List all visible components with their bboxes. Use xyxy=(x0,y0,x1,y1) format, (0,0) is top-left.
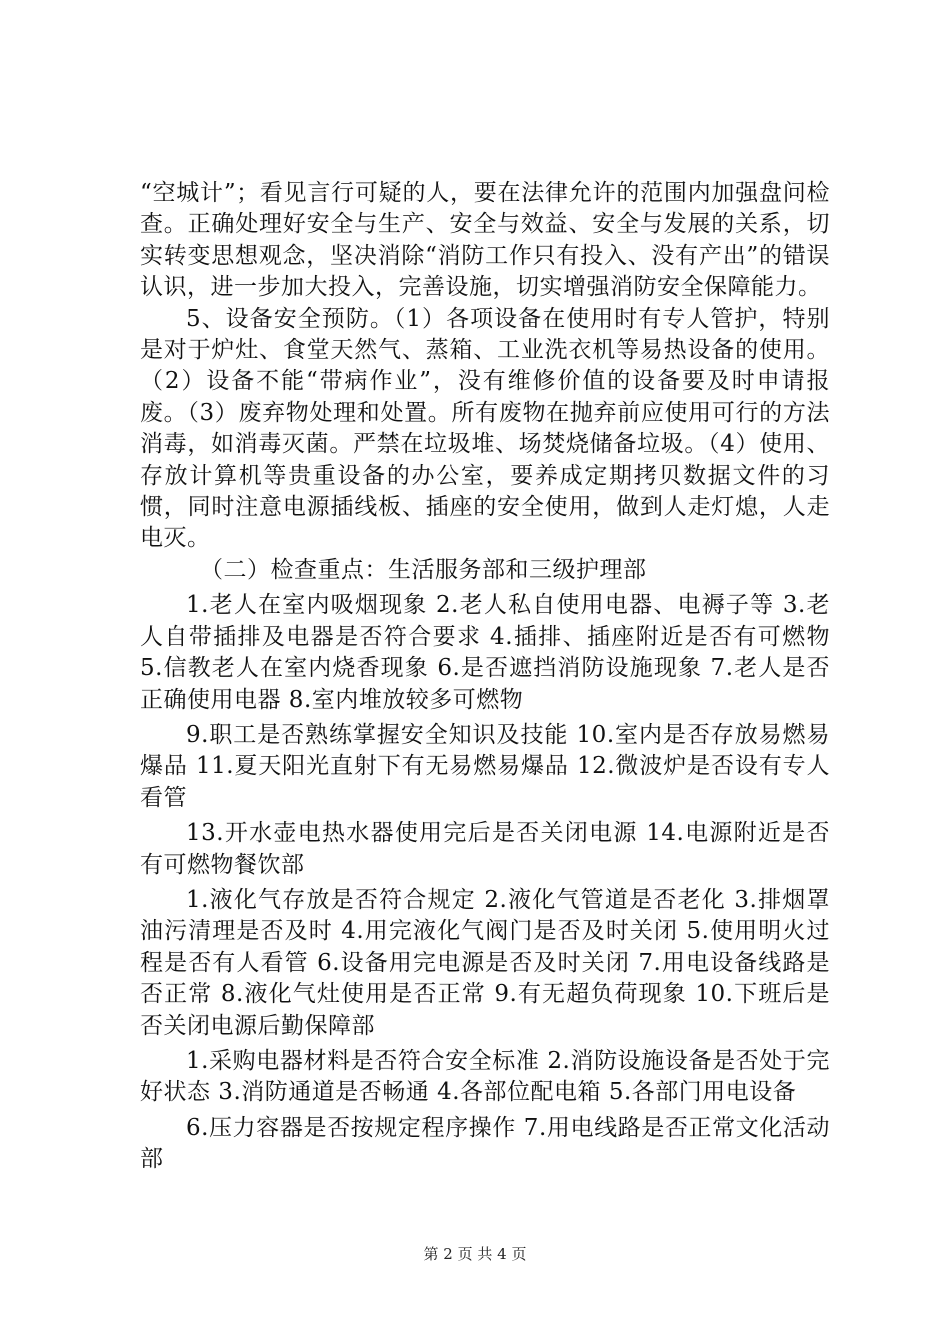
paragraph-checklist-power: 13.开水壶电热水器使用完后是否关闭电源 14.电源附近是否有可燃物餐饮部 xyxy=(140,820,830,878)
paragraph-checklist-logistics: 1.采购电器材料是否符合安全标准 2.消防设施设备是否处于完好状态 3.消防通道是否畅通 4.各部位配电箱 5.各部门用电设备 xyxy=(140,1047,830,1106)
paragraph-equipment-safety: 5、设备安全预防。（1）各项设备在使用时有专人管护，特别是对于炉灶、食堂天然气、蒸箱、工业洗衣机等易热设备的使用。（2）设备不能“带病作业”，没有维修价值的设备要及时申请报废。（3）废弃物处理和处置。所有废物在抛弃前应使用可行的方法消毒，如消毒灭菌。严禁在垃圾堆、场焚烧储备垃圾。（4）使用、存放计算机等贵重设备的办公室，要养成定期拷贝数据文件的习惯，同时注意电源插线板、插座的安全使用，做到人走灯熄，人走电灭。 xyxy=(140,305,830,552)
page-footer: 第 2 页 共 4 页 xyxy=(423,1245,527,1263)
paragraph-checklist-catering: 1.液化气存放是否符合规定 2.液化气管道是否老化 3.排烟罩油污清理是否及时 4.用完液化气阀门是否及时关闭 5.使用明火过程是否有人看管 6.设备用完电源是否及时关闭 7.用电设备线路是否正常 8.液化气灶使用是否正常 9.有无超负荷现象 10.下班后是否关闭电源后勤保障部 xyxy=(140,886,830,1039)
paragraph-checklist-staff: 9.职工是否熟练掌握安全知识及技能 10.室内是否存放易燃易爆品 11.夏天阳光直射下有无易燃易爆品 12.微波炉是否设有专人看管 xyxy=(140,721,830,811)
paragraph-continuation: “空城计”；看见言行可疑的人，要在法律允许的范围内加强盘问检查。正确处理好安全与生产、安全与效益、安全与发展的关系，切实转变思想观念，坚决消除“消防工作只有投入、没有产出”的错误认识，进一步加大投入，完善设施，切实增强消防安全保障能力。 xyxy=(140,180,830,301)
paragraph-checklist-pressure: 6.压力容器是否按规定程序操作 7.用电线路是否正常文化活动部 xyxy=(140,1114,830,1173)
paragraph-checklist-residents: 1.老人在室内吸烟现象 2.老人私自使用电器、电褥子等 3.老人自带插排及电器是否符合要求 4.插排、插座附近是否有可燃物 5.信教老人在室内烧香现象 6.是否遮挡消防设施现象 7.老人是否正确使用电器 8.室内堆放较多可燃物 xyxy=(140,592,830,713)
section-heading-inspection-focus: （二）检查重点：生活服务部和三级护理部 xyxy=(200,556,647,583)
document-body xyxy=(140,178,830,1176)
